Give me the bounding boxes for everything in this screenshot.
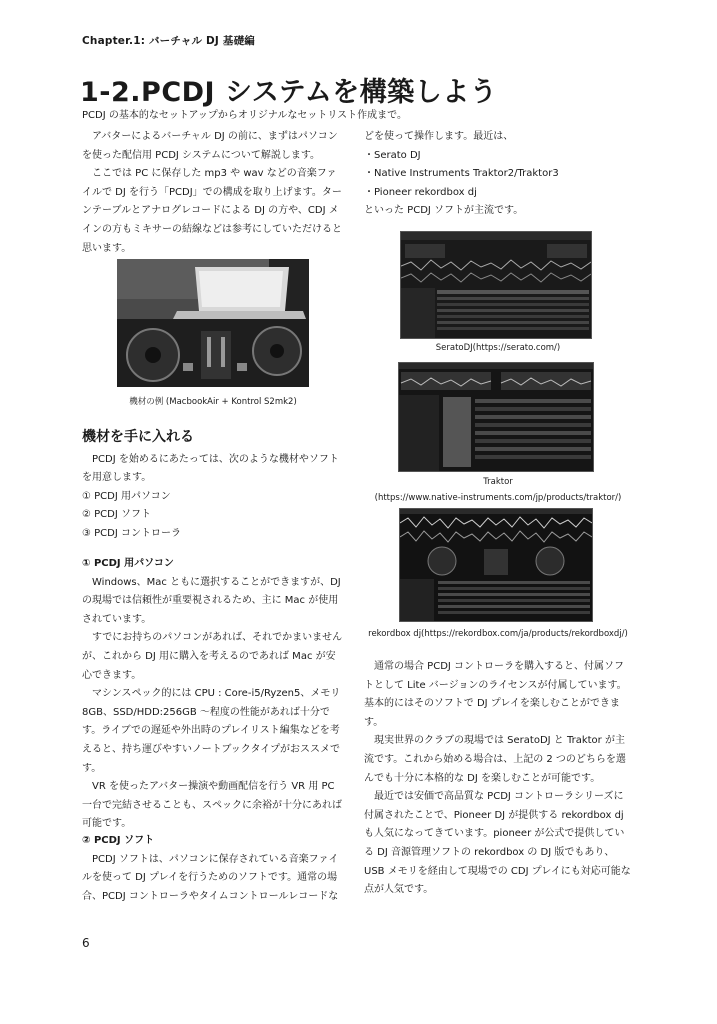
software-item: ・Native Instruments Traktor2/Traktor3 [364,168,559,180]
equipment-item: ② PCDJ ソフト [82,509,151,521]
pc-paragraph: Windows、Mac ともに選択することができますが、DJ の現場では信頼性が重要視されるため、主に Mac が使用されています。 [82,576,341,625]
equipment-photo [117,259,309,387]
intro-paragraph-1: アバターによるバーチャル DJ の前に、まずはパソコンを使った配信用 PCDJ システムについて解説します。 [82,131,338,161]
rekordbox-screenshot [399,508,593,622]
section-heading: 機材を手に入れる [82,429,194,445]
sub-heading-software: ② PCDJ ソフト [82,835,155,846]
page-title: 1-2.PCDJ システムを構築しよう [80,77,498,108]
right-body-text [364,658,632,900]
right-paragraph: 最近では安価で高品質な PCDJ コントローラシリーズに付属されたことで、Pioneer DJ が提供する rekordbox dj も人気になってきています。pioneer が公式で提供している DJ 音源管理ソフトの rekordbox の DJ 版でもあり、USB メモリを経由して現場での CDJ プレイにも対応可能な点が人気です。 [364,791,631,896]
traktor-caption-url: (https://www.native-instruments.com/jp/products/traktor/) [374,493,622,503]
intro-paragraph-2: ここでは PC に保存した mp3 や wav などの音楽ファイルで DJ を行う「PCDJ」での構成を取り上げます。ターンテーブルとアナログレコードによる DJ の方や、CDJ メインの方もミキサーの結線などは参考にしていただけると思います。 [82,168,342,254]
right-paragraph: 現実世界のクラブの現場では SeratoDJ と Traktor が主流です。これから始める場合は、上記の 2 つのどちらを選んでも十分に本格的な DJ を楽しむことが可能です。 [364,735,626,784]
photo-caption: 機材の例 (MacbookAir + Kontrol S2mk2) [129,397,297,407]
traktor-screenshot [398,362,594,472]
intro-text [82,128,344,258]
software-list [364,128,632,221]
software-after: といった PCDJ ソフトが主流です。 [364,205,524,217]
pc-section [82,555,344,834]
right-paragraph: 通常の場合 PCDJ コントローラを購入すると、付属ソフトとして Lite バージョンのライセンスが付属しています。基本的にはそのソフトで DJ プレイを楽しむことができます。 [364,661,627,728]
equipment-item: ① PCDJ 用パソコン [82,490,171,502]
traktor-caption-name: Traktor [483,477,513,487]
software-paragraph: PCDJ ソフトは、パソコンに保存されている音楽ファイルを使って DJ プレイを行うためのソフトです。通常の場合、PCDJ コントローラやタイムコントロールレコードな [82,853,339,902]
software-item: ・Serato DJ [364,149,421,161]
section-intro: PCDJ を始めるにあたっては、次のような機材やソフトを用意します。 [82,453,339,484]
chapter-header: Chapter.1: バーチャル DJ 基礎編 [82,35,255,47]
traktor-caption [364,474,632,506]
equipment-section [82,428,344,544]
equipment-item: ③ PCDJ コントローラ [82,527,181,539]
software-section [82,832,344,906]
pc-paragraph: マシンスペック的には CPU : Core-i5/Ryzen5、メモリ 8GB、SSD/HDD:256GB ～程度の性能があれば十分です。ライブでの遅延や外出時のプレイリスト編集などを考えると、持ち運びやすいノートブックタイプがおススメです。 [82,688,341,774]
serato-screenshot [400,231,592,339]
pc-paragraph: VR を使ったアバター操演や動画配信を行う VR 用 PC 一台で完結させることも、スペックに余裕が十分にあれば可能です。 [82,781,342,830]
rekordbox-caption: rekordbox dj(https://rekordbox.com/ja/products/rekordboxdj/) [368,629,628,639]
software-item: ・Pioneer rekordbox dj [364,186,477,198]
sub-heading-pc: ① PCDJ 用パソコン [82,558,174,569]
page-number: 6 [82,936,90,950]
page-subtitle: PCDJ の基本的なセットアップからオリジナルなセットリスト作成まで。 [82,110,407,121]
pc-paragraph: すでにお持ちのパソコンがあれば、それでかまいませんが、これから DJ 用に購入を考えるのであれば Mac が安心できます。 [82,632,343,681]
serato-caption: SeratoDJ(https://serato.com/) [435,343,561,353]
continued-text: どを使って操作します。最近は、 [364,131,514,142]
